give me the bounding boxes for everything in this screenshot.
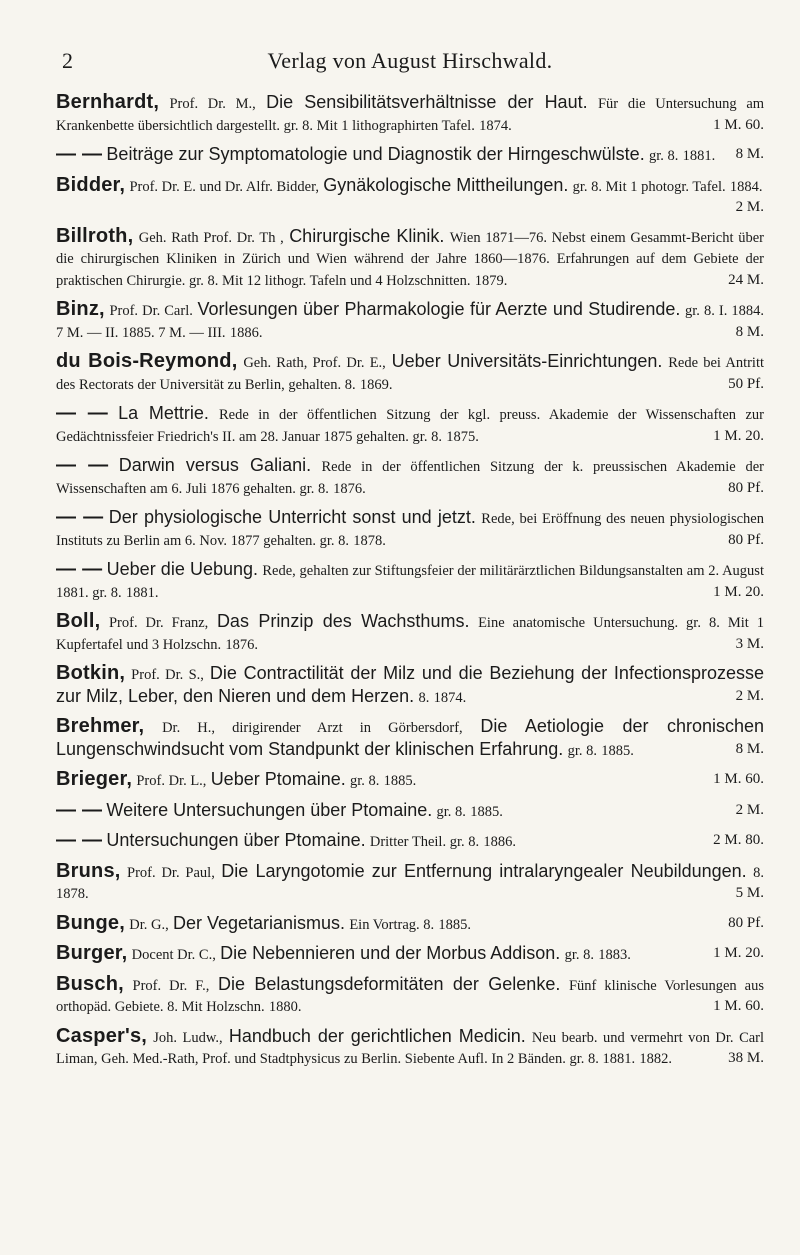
- book-title: Die Aetiologie der chronischen Lungenschwindsucht vom Standpunkt der klinischen Erfahrung.: [56, 716, 765, 759]
- book-title: Chirurgische Klinik.: [289, 225, 445, 246]
- publication-year: 1885.: [438, 916, 472, 933]
- author-name: Brieger,: [56, 768, 133, 790]
- author-name: — —: [56, 143, 103, 165]
- price: 2 M.: [735, 199, 764, 215]
- author-meta: Dr. G.,: [129, 916, 169, 933]
- author-name: Busch,: [56, 972, 124, 995]
- book-title: Die Sensibilitätsverhältnisse der Haut.: [266, 92, 588, 112]
- author-name: Boll,: [56, 610, 101, 632]
- book-detail: gr. 8. I. 1884. 7 M. — II. 1885. 7 M. — III.: [56, 303, 765, 341]
- publication-year: 1880.: [268, 999, 302, 1015]
- catalog-entries: [56, 92, 764, 1070]
- book-title: Untersuchungen über Ptomaine.: [106, 830, 366, 850]
- book-detail: Ein Vortrag. 8.: [349, 916, 435, 933]
- book-detail: Fünf klinische Vorlesungen aus orthopäd. Gebiete. 8. Mit Holzschn.: [56, 977, 764, 1015]
- book-title: Ueber Ptomaine.: [210, 769, 346, 789]
- author-name: Bruns,: [56, 859, 121, 882]
- author-name: Brehmer,: [56, 715, 145, 737]
- catalog-entry: [56, 299, 764, 343]
- book-title: Gynäkologische Mittheilungen.: [323, 174, 569, 195]
- author-name: — —: [56, 506, 104, 528]
- book-detail: 8.: [418, 689, 430, 706]
- page-number: 2: [62, 48, 73, 73]
- book-detail: Rede, bei Eröffnung des neuen physiologischen Instituts zu Berlin am 6. Nov. 1877 gehalten. gr. 8.: [56, 511, 764, 549]
- publication-year: 1885.: [601, 742, 634, 759]
- book-detail: Eine anatomische Untersuchung. gr. 8. Mit 1 Kupfertafel und 3 Holzschn.: [56, 615, 765, 653]
- publication-year: 1874.: [479, 117, 512, 134]
- catalog-entry: [56, 507, 764, 551]
- author-name: — —: [56, 829, 103, 851]
- catalog-entry: [56, 559, 764, 603]
- catalog-entry: [56, 226, 764, 292]
- author-name: Bernhardt,: [56, 91, 160, 113]
- publication-year: 1885.: [383, 773, 417, 789]
- book-detail: Rede in der öffentlichen Sitzung der kgl. preuss. Akademie der Wissenschaften zur Gedächtnissfeier Friedrich's II. am 28. Januar 1875 gehalten. gr. 8.: [56, 407, 764, 445]
- author-meta: Prof. Dr. L.,: [136, 773, 207, 789]
- book-title: Die Nebennieren und der Morbus Addison.: [220, 943, 561, 963]
- book-detail: gr. 8.: [648, 148, 679, 164]
- author-name: Burger,: [56, 942, 128, 964]
- publication-year: 1882.: [639, 1051, 672, 1067]
- publication-year: 1875.: [446, 428, 479, 445]
- author-meta: Geh. Rath Prof. Dr. Th ,: [138, 229, 284, 246]
- author-meta: Prof. Dr. M.,: [169, 96, 256, 112]
- publication-year: 1878.: [56, 886, 89, 902]
- catalog-entry: [56, 913, 764, 936]
- running-title: Verlag von August Hirschwald.: [267, 48, 553, 73]
- author-name: — —: [56, 402, 108, 424]
- price: 8 M.: [735, 323, 764, 340]
- author-name: Casper's,: [56, 1024, 148, 1047]
- catalog-entry: [56, 716, 764, 761]
- book-detail: Für die Untersuchung am Krankenbette übersichtlich dargestellt. gr. 8. Mit 1 lithographirten Tafel.: [56, 96, 765, 134]
- author-meta: Joh. Ludw.,: [153, 1029, 223, 1046]
- catalog-entry: [56, 403, 764, 447]
- price: 50 Pf.: [728, 375, 764, 392]
- book-title: Die Laryngotomie zur Entfernung intralaryngealer Neubildungen.: [221, 860, 747, 881]
- publication-year: 1874.: [433, 689, 467, 706]
- author-name: du Bois-Reymond,: [56, 350, 238, 372]
- book-title: Der Vegetarianismus.: [172, 912, 346, 933]
- price: 80 Pf.: [728, 914, 764, 931]
- book-title: Handbuch der gerichtlichen Medicin.: [228, 1025, 526, 1046]
- publication-year: 1876.: [225, 636, 258, 653]
- publication-year: 1881.: [682, 148, 716, 164]
- author-name: Bidder,: [56, 173, 126, 196]
- price: 8 M.: [735, 146, 764, 162]
- book-title: Darwin versus Galiani.: [118, 455, 312, 475]
- book-detail: Neu bearb. und vermehrt von Dr. Carl Liman, Geh. Med.-Rath, Prof. und Stadtphysicus zu Berlin. Siebente Aufl. In 2 Bänden. gr. 8. 1881.: [56, 1029, 765, 1067]
- book-detail: gr. 8. Mit 1 photogr. Tafel.: [572, 178, 726, 195]
- book-title: Die Contractilität der Milz und die Beziehung der Infectionsprozesse zur Milz, Leber, den Nieren und dem Herzen.: [56, 663, 765, 706]
- catalog-entry: [56, 974, 764, 1018]
- book-detail: Dritter Theil. gr. 8.: [369, 834, 480, 850]
- author-meta: Prof. Dr. Carl.: [109, 303, 193, 319]
- book-detail: Rede, gehalten zur Stiftungsfeier der militärärztlichen Bildungsanstalten am 2. August 1881. gr. 8.: [56, 563, 764, 601]
- catalog-entry: [56, 455, 764, 499]
- book-title: Die Belastungsdeformitäten der Gelenke.: [218, 973, 561, 994]
- price: 1 M. 60.: [713, 116, 764, 133]
- catalog-entry: [56, 175, 764, 218]
- catalog-entry: [56, 1026, 764, 1070]
- publication-year: 1879.: [474, 272, 508, 289]
- author-name: Billroth,: [56, 224, 134, 247]
- price: 1 M. 60.: [713, 998, 764, 1014]
- catalog-entry: [56, 800, 764, 823]
- book-title: La Mettrie.: [118, 403, 209, 423]
- price: 2 M.: [735, 687, 764, 704]
- publication-year: 1878.: [353, 532, 386, 549]
- publication-year: 1886.: [483, 834, 516, 850]
- author-meta: Prof. Dr. F.,: [132, 977, 210, 994]
- book-title: Das Prinzip des Wachsthums.: [216, 611, 470, 631]
- catalog-entry: [56, 830, 764, 853]
- book-title: Weitere Untersuchungen über Ptomaine.: [106, 799, 433, 820]
- price: 38 M.: [728, 1050, 764, 1066]
- publication-year: 1869.: [359, 376, 393, 393]
- book-detail: gr. 8.: [350, 773, 380, 789]
- price: 8 M.: [735, 740, 764, 757]
- catalog-entry: [56, 611, 764, 655]
- author-meta: Prof. Dr. E. und Dr. Alfr. Bidder,: [129, 178, 319, 195]
- book-title: Beiträge zur Symptomatologie und Diagnostik der Hirngeschwülste.: [106, 144, 645, 164]
- publication-year: 1876.: [333, 480, 366, 497]
- book-detail: Wien 1871—76. Nebst einem Gesammt-Bericht über die chirurgischen Kliniken in Zürich und Wien während der Jahre 1860—1876. Erfahrungen auf dem Gebiete der praktischen Chirurgie. gr. 8. Mit 12 lithogr. Tafeln und 4 Holzschnitten.: [56, 229, 765, 289]
- price: 1 M. 20.: [713, 945, 764, 961]
- book-detail: 8.: [753, 864, 765, 881]
- author-meta: Prof. Dr. Franz,: [108, 615, 209, 631]
- catalog-page: [56, 48, 764, 1078]
- catalog-entry: [56, 943, 764, 966]
- author-meta: Dr. H., dirigirender Arzt in Görbersdorf,: [162, 720, 463, 736]
- publication-year: 1885.: [470, 803, 503, 820]
- price: 2 M.: [735, 801, 764, 818]
- publication-year: 1884.: [729, 178, 763, 195]
- catalog-entry: [56, 769, 764, 792]
- catalog-entry: [56, 351, 764, 395]
- publication-year: 1886.: [229, 324, 263, 341]
- author-name: — —: [56, 558, 103, 580]
- publication-year: 1881.: [125, 584, 159, 601]
- price: 2 M. 80.: [713, 832, 764, 848]
- book-title: Der physiologische Unterricht sonst und jetzt.: [108, 507, 476, 527]
- author-meta: Prof. Dr. S.,: [131, 667, 204, 683]
- catalog-entry: [56, 144, 764, 167]
- book-detail: gr. 8.: [436, 803, 466, 820]
- book-title: Vorlesungen über Pharmakologie für Aerzte und Studirende.: [197, 299, 681, 319]
- book-title: Ueber die Uebung.: [106, 559, 258, 579]
- price: 5 M.: [735, 885, 764, 901]
- price: 1 M. 20.: [713, 427, 764, 444]
- book-detail: Rede in der öffentlichen Sitzung der k. preussischen Akademie der Wissenschaften am 6. Juli 1876 gehalten. gr. 8.: [56, 459, 764, 497]
- author-name: — —: [56, 798, 103, 821]
- book-detail: Rede bei Antritt des Rectorats der Universität zu Berlin, gehalten. 8.: [56, 355, 765, 393]
- author-meta: Prof. Dr. Paul,: [127, 864, 215, 881]
- price: 80 Pf.: [728, 479, 764, 496]
- author-name: Bunge,: [56, 911, 125, 934]
- catalog-entry: [56, 663, 764, 708]
- price: 80 Pf.: [728, 531, 764, 548]
- author-name: Binz,: [56, 298, 105, 320]
- author-meta: Docent Dr. C.,: [131, 947, 216, 963]
- book-detail: gr. 8.: [567, 742, 597, 759]
- author-name: — —: [56, 454, 109, 476]
- price: 24 M.: [728, 271, 764, 288]
- catalog-entry: [56, 92, 764, 136]
- author-name: Botkin,: [56, 662, 126, 684]
- book-title: Ueber Universitäts-Einrichtungen.: [391, 351, 663, 371]
- price: 3 M.: [735, 635, 764, 652]
- book-detail: gr. 8.: [564, 947, 594, 963]
- price: 1 M. 20.: [713, 583, 764, 600]
- catalog-entry: [56, 861, 764, 905]
- price: 1 M. 60.: [713, 771, 764, 787]
- page-header: [56, 48, 764, 78]
- publication-year: 1883.: [598, 947, 631, 963]
- author-meta: Geh. Rath, Prof. Dr. E.,: [243, 355, 386, 371]
